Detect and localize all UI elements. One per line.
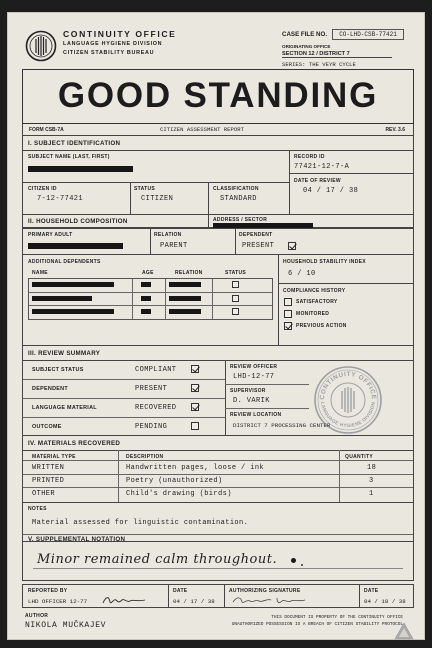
author-name: NIKOLA MUČKAJEV <box>25 621 107 630</box>
material-type: OTHER <box>32 490 56 498</box>
stability-index-label: HOUSEHOLD STABILITY INDEX <box>283 259 366 265</box>
section-2-heading: II. HOUSEHOLD COMPOSITION <box>28 218 128 225</box>
author-label: AUTHOR <box>25 613 49 619</box>
signature-bar <box>22 584 414 608</box>
dependent-status-checkbox[interactable] <box>232 308 239 315</box>
form-bar <box>22 124 414 136</box>
document-page <box>7 12 425 640</box>
summary-value: PENDING <box>135 423 168 431</box>
dependent-status-checkbox[interactable] <box>232 295 239 302</box>
handwritten-notation: Minor remained calm throughout. <box>37 552 278 567</box>
redacted-primary-adult <box>28 243 123 249</box>
summary-value: COMPLIANT <box>135 366 177 374</box>
case-file-label: CASE FILE NO. <box>282 31 328 38</box>
seal-bottom-text: LANGUAGE HYGIENE DIVISION <box>319 401 377 430</box>
col-age: AGE <box>142 270 154 276</box>
redacted-subject-name <box>28 166 133 172</box>
redacted-dependent <box>141 309 151 314</box>
summary-label: SUBJECT STATUS <box>32 367 84 373</box>
summary-row <box>23 417 225 436</box>
redacted-dependent <box>141 282 151 287</box>
status-label: STATUS <box>134 186 156 192</box>
material-quantity: 3 <box>369 477 374 485</box>
relation-label: RELATION <box>154 232 182 238</box>
date-of-review-label: DATE OF REVIEW <box>294 178 341 184</box>
section-subject-identification <box>22 136 414 228</box>
citizen-id-label: CITIZEN ID <box>28 186 57 192</box>
originating-office-value: SECTION 12 / DISTRICT 7 <box>282 51 392 58</box>
col-name: NAME <box>32 270 48 276</box>
review-location-value: DISTRICT 7 PROCESSING CENTER <box>233 422 331 429</box>
summary-checkbox[interactable] <box>191 365 199 373</box>
summary-label: DEPENDENT <box>32 386 68 392</box>
redacted-dependent <box>169 282 201 287</box>
dependent-status-checkbox[interactable] <box>232 281 239 288</box>
officer-signature <box>101 594 147 606</box>
title-box <box>22 69 414 124</box>
supervisor-label: SUPERVISOR <box>230 388 266 394</box>
summary-row <box>23 398 225 417</box>
record-id-value: 77421-12-7-A <box>294 163 350 171</box>
disclaimer <box>217 614 403 628</box>
document-title: GOOD STANDING <box>57 76 379 115</box>
section-1-heading: I. SUBJECT IDENTIFICATION <box>28 140 121 147</box>
status-value: CITIZEN <box>141 195 174 203</box>
notes-value: Material assessed for linguistic contamination. <box>32 519 249 527</box>
dependents-table <box>28 278 273 320</box>
material-quantity: 1 <box>369 490 374 498</box>
monitored-checkbox[interactable] <box>284 310 292 318</box>
satisfactory-checkbox[interactable] <box>284 298 292 306</box>
material-description: Poetry (unauthorized) <box>126 477 223 485</box>
section-5-heading: V. SUPPLEMENTAL NOTATION <box>28 536 126 543</box>
date-2-value: 04 / 18 / 38 <box>364 598 406 605</box>
material-type: PRINTED <box>32 477 65 485</box>
previous-action-label: PREVIOUS ACTION <box>296 323 347 329</box>
form-name: CITIZEN ASSESSMENT REPORT <box>160 126 244 133</box>
dependent-value: PRESENT <box>242 242 275 250</box>
review-officer-value: LHD-12-77 <box>233 373 275 381</box>
reported-by-value: LHD OFFICER 12-77 <box>28 598 88 605</box>
citizen-id-value: 7-12-77421 <box>37 195 84 203</box>
seal-top-text: CONTINUITY OFFICE <box>318 370 378 401</box>
summary-value: RECOVERED <box>135 404 177 412</box>
ink-blot <box>301 564 303 566</box>
compliance-history-label: COMPLIANCE HISTORY <box>283 288 346 294</box>
dependent-checkbox[interactable] <box>288 242 296 250</box>
section-materials-recovered <box>22 436 414 542</box>
summary-row <box>23 360 225 379</box>
division-name: LANGUAGE HYGIENE DIVISION <box>63 41 163 47</box>
previous-action-checkbox[interactable] <box>284 322 292 330</box>
review-officer-label: REVIEW OFFICER <box>230 364 278 370</box>
form-code: FORM CSB-7A <box>29 127 64 133</box>
date-value: 04 / 17 / 38 <box>173 598 215 605</box>
additional-dependents-label: ADDITIONAL DEPENDENTS <box>28 259 101 265</box>
subject-name-label: SUBJECT NAME (LAST, FIRST) <box>28 154 110 160</box>
section-supplemental-notation <box>22 536 414 581</box>
case-file-number: CO-LHD-CSB-77421 <box>332 29 404 40</box>
redacted-dependent <box>141 296 151 301</box>
bureau-name: CITIZEN STABILITY BUREAU <box>63 50 155 56</box>
ink-blot <box>291 558 296 563</box>
record-id-label: RECORD ID <box>294 154 325 160</box>
date-2-label: DATE <box>364 588 379 594</box>
form-revision: REV. 3.6 <box>385 127 405 133</box>
authorizing-signature-label: AUTHORIZING SIGNATURE <box>229 588 301 594</box>
col-status: STATUS <box>225 270 247 276</box>
col-description: DESCRIPTION <box>126 454 164 460</box>
disclaimer-line-2: UNAUTHORIZED POSSESSION IS A BREACH OF CITIZEN STABILITY PROTOCOL <box>231 622 403 627</box>
section-4-heading: IV. MATERIALS RECOVERED <box>28 440 121 447</box>
satisfactory-label: SATISFACTORY <box>296 299 338 305</box>
redacted-dependent <box>169 309 201 314</box>
section-review-summary <box>22 346 414 436</box>
summary-row <box>23 379 225 398</box>
summary-checkbox[interactable] <box>191 422 199 430</box>
section-3-heading: III. REVIEW SUMMARY <box>28 350 101 357</box>
summary-label: LANGUAGE MATERIAL <box>32 405 97 411</box>
classification-value: STANDARD <box>220 195 257 203</box>
col-material-type: MATERIAL TYPE <box>32 454 76 460</box>
redacted-dependent <box>169 296 201 301</box>
summary-checkbox[interactable] <box>191 403 199 411</box>
col-quantity: QUANTITY <box>345 454 373 460</box>
relation-value: PARENT <box>160 242 188 250</box>
authorizing-signature <box>231 594 307 606</box>
triangle-icon <box>394 622 414 640</box>
classification-label: CLASSIFICATION <box>213 186 259 192</box>
notes-label: NOTES <box>28 506 47 512</box>
monitored-label: MONITORED <box>296 311 330 317</box>
office-emblem-icon <box>25 30 57 62</box>
primary-adult-label: PRIMARY ADULT <box>28 232 73 238</box>
disclaimer-line-1: THIS DOCUMENT IS PROPERTY OF THE CONTINUITY OFFICE <box>271 615 403 620</box>
redacted-dependent <box>32 296 92 301</box>
material-quantity: 18 <box>367 464 377 472</box>
material-description: Handwritten pages, loose / ink <box>126 464 265 472</box>
stability-index-value: 6 / 10 <box>288 270 316 278</box>
col-relation: RELATION <box>175 270 203 276</box>
originating-office-label: ORIGINATING OFFICE <box>282 44 331 49</box>
material-description: Child's drawing (birds) <box>126 490 232 498</box>
reported-by-label: REPORTED BY <box>28 588 68 594</box>
office-name: CONTINUITY OFFICE <box>63 29 177 39</box>
date-label: DATE <box>173 588 188 594</box>
office-seal-stamp <box>313 365 383 435</box>
summary-value: PRESENT <box>135 385 168 393</box>
date-of-review-value: 04 / 17 / 38 <box>303 187 359 195</box>
summary-label: OUTCOME <box>32 424 62 430</box>
series-label: SERIES: THE VEYR CYCLE <box>282 61 356 68</box>
summary-checkbox[interactable] <box>191 384 199 392</box>
redacted-dependent <box>32 309 114 314</box>
review-location-label: REVIEW LOCATION <box>230 412 282 418</box>
address-label: ADDRESS / SECTOR <box>213 217 268 223</box>
redacted-dependent <box>32 282 114 287</box>
supervisor-value: D. VARIK <box>233 397 270 405</box>
material-type: WRITTEN <box>32 464 65 472</box>
section-household-composition <box>22 228 414 346</box>
dependent-label: DEPENDENT <box>239 232 273 238</box>
